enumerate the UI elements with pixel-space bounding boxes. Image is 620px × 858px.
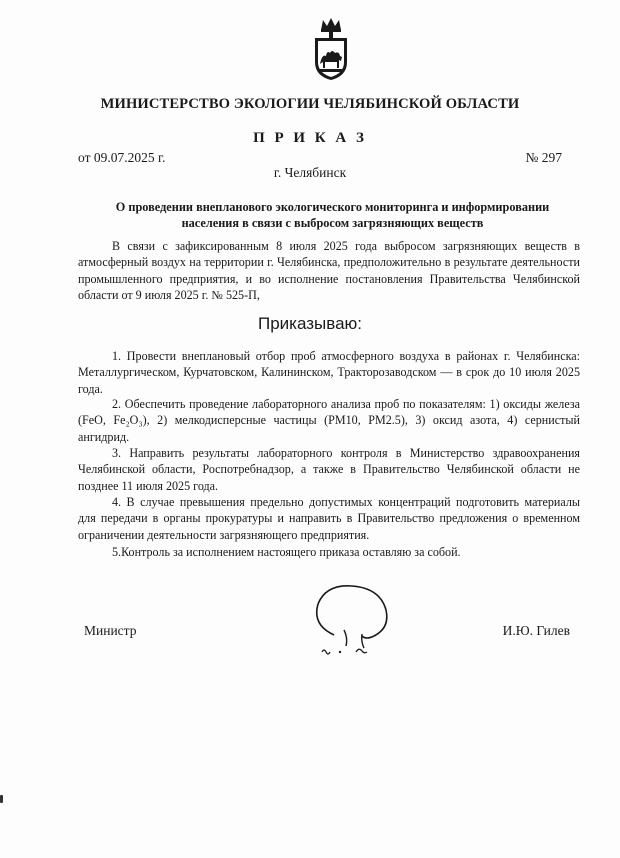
decree-word: Приказываю: [257, 314, 363, 333]
order-title: П Р И К А З [253, 130, 367, 146]
order-item-1: 1. Провести внеплановый отбор проб атмосферного воздуха в районах г. Челябинска: Металлургическом, Курчатовском, Калининском, Тракторозаводском — в срок до 10 июля 2025 года. [78, 349, 580, 396]
scan-edge-mark [0, 795, 3, 803]
order-item-5: 5.Контроль за исполнением настоящего приказа оставляю за собой. [112, 545, 461, 559]
intro-paragraph: В связи с зафиксированным 8 июля 2025 года выбросом загрязняющих веществ в атмосферный воздух на территории г. Челябинска, предположительно в результате деятельности промышленного предприятия, и во исполнение постановления Правительства Челябинской области от 9 июля 2025 г. № 525-П, [78, 239, 580, 303]
order-city: г. Челябинск [273, 165, 347, 180]
signature-title: Министр [84, 623, 137, 638]
order-number: № 297 [525, 150, 562, 165]
order-item-2: 2. Обеспечить проведение лабораторного анализа проб по показателям: 1) оксиды железа (FeO, Fe₂O₃), 2) мелкодисперсные частицы (PM10, PM2.5), 3) оксид азота, 4) сернистый ангидрид. [78, 397, 580, 444]
signature-icon [304, 580, 404, 660]
order-subject: О проведении внепланового экологического мониторинга и информировании населения в связи с выбросом загрязняющих веществ [115, 200, 550, 230]
order-item-3: 3. Направить результаты лабораторного контроля в Министерство здравоохранения Челябинской области, Роспотребнадзор, а также в Правительство Челябинской области не позднее 11 июля 2025 года. [78, 446, 580, 493]
order-date: от 09.07.2025 г. [78, 150, 166, 165]
ministry-name: МИНИСТЕРСТВО ЭКОЛОГИИ ЧЕЛЯБИНСКОЙ ОБЛАСТИ [100, 96, 520, 112]
signer-name: И.Ю. Гилев [502, 623, 570, 638]
coat-of-arms-icon [313, 16, 349, 82]
order-item-4: 4. В случае превышения предельно допустимых концентраций подготовить материалы для передачи в органы прокуратуры и направить в Правительство предложения о временном ограничении деятельности загрязняющего предприятия. [78, 495, 580, 542]
